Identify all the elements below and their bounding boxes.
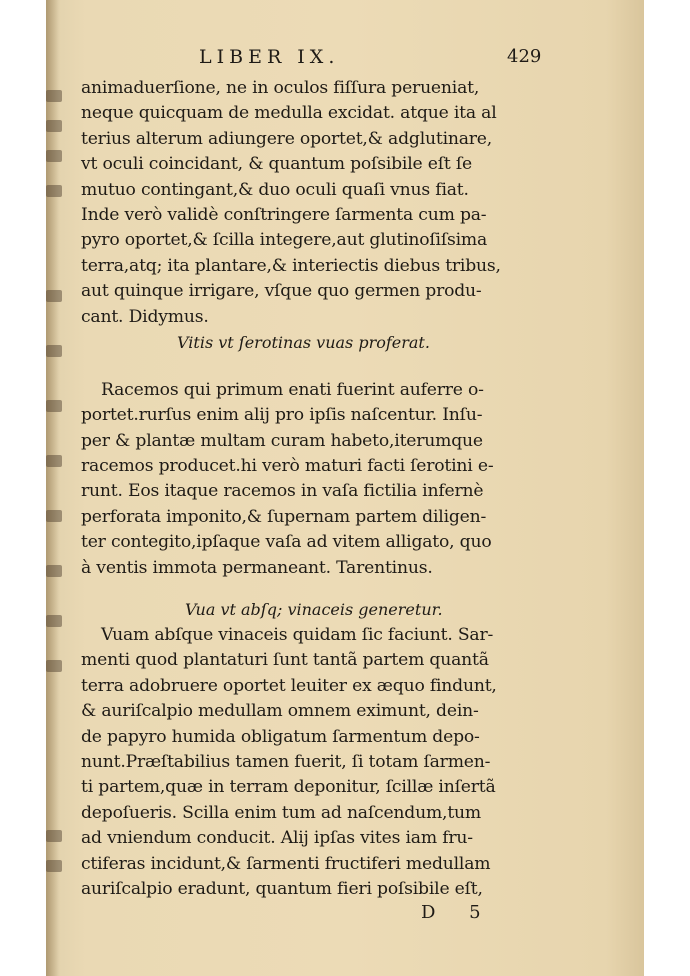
text-line: cant. Didymus. (81, 306, 209, 327)
show-through-mark (46, 290, 62, 302)
text-line: ad vniendum conducit. Alij ipſas vites iam fru- (81, 828, 473, 849)
text-line: Inde verò validè conſtringere ſarmenta cum pa- (81, 204, 487, 225)
text-line: mutuo contingant,& duo oculi quaſi vnus fiat. (81, 179, 469, 200)
text-line: runt. Eos itaque racemos in vaſa fictilia infernè (81, 481, 484, 502)
show-through-mark (46, 345, 62, 357)
section-heading: Vitis vt ſerotinas vuas proferat. (177, 332, 430, 352)
text-line: depoſueris. Scilla enim tum ad naſcendum,tum (81, 802, 481, 823)
text-line: nunt.Præſtabilius tamen fuerit, ſi totam ſarmen- (81, 751, 491, 772)
show-through-mark (46, 150, 62, 162)
show-through-mark (46, 90, 62, 102)
text-line: ti partem,quæ in terram deponitur, ſcillæ inſertã (81, 777, 496, 798)
text-line: portet.rurſus enim alij pro ipſis naſcentur. Inſu- (81, 405, 483, 426)
show-through-mark (46, 660, 62, 672)
show-through-mark (46, 120, 62, 132)
text-line: ctiferas incidunt,& ſarmenti fructiferi medullam (81, 853, 491, 874)
page-text (81, 40, 591, 930)
spacer (81, 581, 591, 597)
text-line: aut quinque irrigare, vſque quo germen produ- (81, 281, 482, 302)
signature-line (81, 902, 591, 930)
show-through-mark (46, 830, 62, 842)
text-line: Vuam abſque vinaceis quidam ſic faciunt. Sar- (101, 625, 494, 646)
text-line: de papyro humida obligatum ſarmentum depo- (81, 726, 480, 747)
running-head (81, 40, 591, 76)
text-line: terius alterum adiungere oportet,& adglutinare, (81, 128, 493, 149)
text-line: à ventis immota permaneant. Tarentinus. (81, 557, 433, 578)
page-number: 429 (507, 46, 542, 67)
text-line: vt oculi coincidant, & quantum poſsibile eſt ſe (81, 154, 472, 175)
show-through-mark (46, 615, 62, 627)
text-line: pyro oportet,& ſcilla integere,aut glutinoſiſsima (81, 230, 488, 251)
show-through-mark (46, 185, 62, 197)
text-line: menti quod plantaturi ſunt tantã partem quantã (81, 650, 489, 671)
text-line: terra,atq; ita plantare,& interiectis diebus tribus, (81, 255, 501, 276)
show-through-mark (46, 455, 62, 467)
text-line: & auriſcalpio medullam omnem eximunt, dein- (81, 701, 479, 722)
paragraph-3 (81, 623, 591, 902)
text-line: per & plantæ multam curam habeto,iterumque (81, 430, 483, 451)
signature-mark: D 5 (421, 902, 495, 924)
text-line: auriſcalpio eradunt, quantum fieri poſsibile eſt, (81, 878, 483, 899)
paragraph-1 (81, 76, 591, 330)
running-head-title: LIBER IX. (199, 46, 340, 68)
show-through-mark (46, 400, 62, 412)
spacer (81, 356, 591, 378)
text-line: perforata imponito,& ſupernam partem diligen- (81, 506, 487, 527)
text-line: animaduerſione, ne in oculos fiſſura perueniat, (81, 78, 480, 98)
show-through-mark (46, 860, 62, 872)
section-heading: Vua vt abſq; vinaceis generetur. (185, 600, 443, 620)
text-line: Racemos qui primum enati fuerint auferre o- (101, 379, 484, 400)
text-line: ter contegito,ipſaque vaſa ad vitem alligato, quo (81, 532, 492, 553)
text-line: terra adobruere oportet leuiter ex æquo findunt, (81, 675, 497, 696)
show-through-mark (46, 510, 62, 522)
book-page (46, 0, 644, 976)
paragraph-2 (81, 378, 591, 581)
text-line: neque quicquam de medulla excidat. atque ita al (81, 103, 497, 124)
show-through-mark (46, 565, 62, 577)
text-line: racemos producet.hi verò maturi facti ſerotini e- (81, 456, 494, 477)
